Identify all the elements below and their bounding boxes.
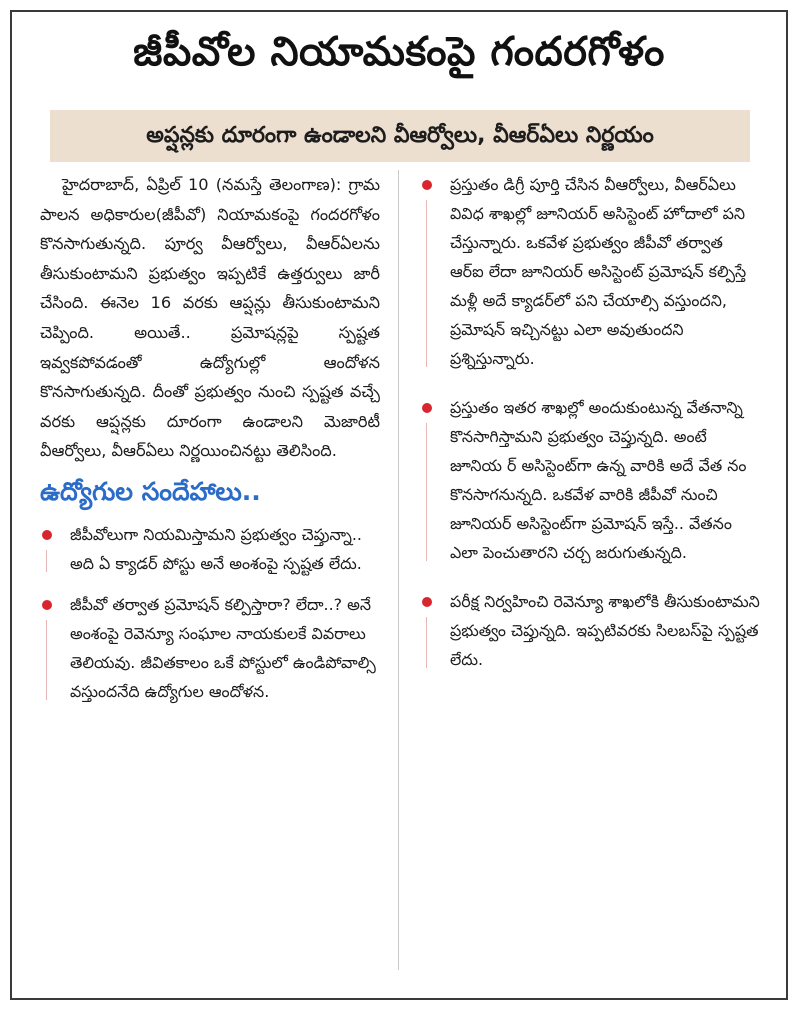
bullet-item [420,587,760,674]
headline: జీపీవోల నియామకంపై గందరగోళం [133,29,665,75]
bullet-rule [426,423,427,561]
bullet-text: జీపీవో తర్వాత ప్రమోషన్ కల్పిస్తారా? లేదా..? అనే అంశంపై రెవెన్యూ సంఘాల నాయకులకే వివరాలు తెలియవు. జీవితకాలం ఒకే పోస్టులో ఉండిపోవాల్సి వస్తుందనేది ఉద్యోగుల ఆందోళన. [70,595,376,702]
bullet-rule [46,550,47,572]
bullet-icon [42,530,52,540]
bullet-item [40,520,380,578]
bullet-text: పరీక్ష నిర్వహించి రెవెన్యూ శాఖలోకి తీసుకుంటామని ప్రభుత్వం చెప్తున్నది. ఇప్పటివరకు సిలబస్‌పై స్పష్టత లేదు. [450,592,760,669]
bullet-item [40,590,380,706]
section-heading: ఉద్యోగుల సందేహాలు.. [40,476,261,506]
left-column [40,170,380,718]
bullet-rule [426,617,427,668]
right-column [420,170,760,694]
intro-paragraph: హైదరాబాద్, ఏప్రిల్ 10 (నమస్తే తెలంగాణ): గ్రామ పాలన అధికారుల(జీపీవో) నియామకంపై గందరగోళం కొనసాగుతున్నది. పూర్వ వీఆర్వోలు, వీఆర్ఏలను తీసుకుంటామని ప్రభుత్వం ఇప్పటికే ఉత్తర్వులు జారీ చేసింది. ఈనెల 16 వరకు ఆప్షన్లు తీసుకుంటామని చెప్పింది. అయితే.. ప్రమోషన్లపై స్పష్టత ఇవ్వకపోవడంతో ఉద్యోగుల్లో ఆందోళన కొనసాగుతున్నది. దీంతో ప్రభుత్వం నుంచి స్పష్టత వచ్చే వరకు ఆప్షన్లకు దూరంగా ఉండాలని మెజారిటీ వీఆర్వోలు, వీఆర్ఏలు నిర్ణయించినట్టు తెలిసింది. [40,175,380,461]
subheadline-band [50,110,750,162]
bullet-text: ప్రస్తుతం ఇతర శాఖల్లో అందుకుంటున్న వేతనాన్ని కొనసాగిస్తామని ప్రభుత్వం చెప్తున్నది. అంటే జూనియ ర్ అసిస్టెంట్‌గా ఉన్న వారికి అదే వేత నం కొనసాగనున్నది. ఒకవేళ వారికి జీపీవో నుంచి జూనియర్ అసిస్టెంట్‌గా ప్రమోషన్ ఇస్తే.. వేతనం ఎలా పెంచుతారని చర్చ జరుగుతున్నది. [450,398,747,562]
bullet-icon [422,180,432,190]
bullet-rule [426,200,427,367]
bullet-icon [42,600,52,610]
bullet-icon [422,597,432,607]
bullet-text: ప్రస్తుతం డిగ్రీ పూర్తి చేసిన వీఆర్వోలు, వీఆర్ఏలు వివిధ శాఖల్లో జూనియర్ అసిస్టెంట్ హోదాలో పని చేస్తున్నారు. ఒకవేళ ప్రభుత్వం జీపీవో తర్వాత ఆర్ఐ లేదా జూనియర్ అసిస్టెంట్ ప్రమోషన్ కల్పిస్తే మళ్లీ అదే క్యాడర్‌లో పని చేయాల్సి వస్తుందని, ప్రమోషన్ ఇచ్చినట్టు ఎలా అవుతుందని ప్రశ్నిస్తున్నారు. [450,175,747,368]
column-divider [398,170,399,970]
bullet-item [420,170,760,373]
bullet-item [420,393,760,567]
bullet-icon [422,403,432,413]
subheadline: అప్షన్లకు దూరంగా ఉండాలని వీఆర్వోలు, వీఆర్ఏలు నిర్ణయం [146,122,654,148]
bullet-rule [46,620,47,700]
bullet-text: జీపీవోలుగా నియమిస్తామని ప్రభుత్వం చెప్తున్నా.. అది ఏ క్యాడర్ పోస్టు అనే అంశంపై స్పష్టత లేదు. [70,525,362,574]
